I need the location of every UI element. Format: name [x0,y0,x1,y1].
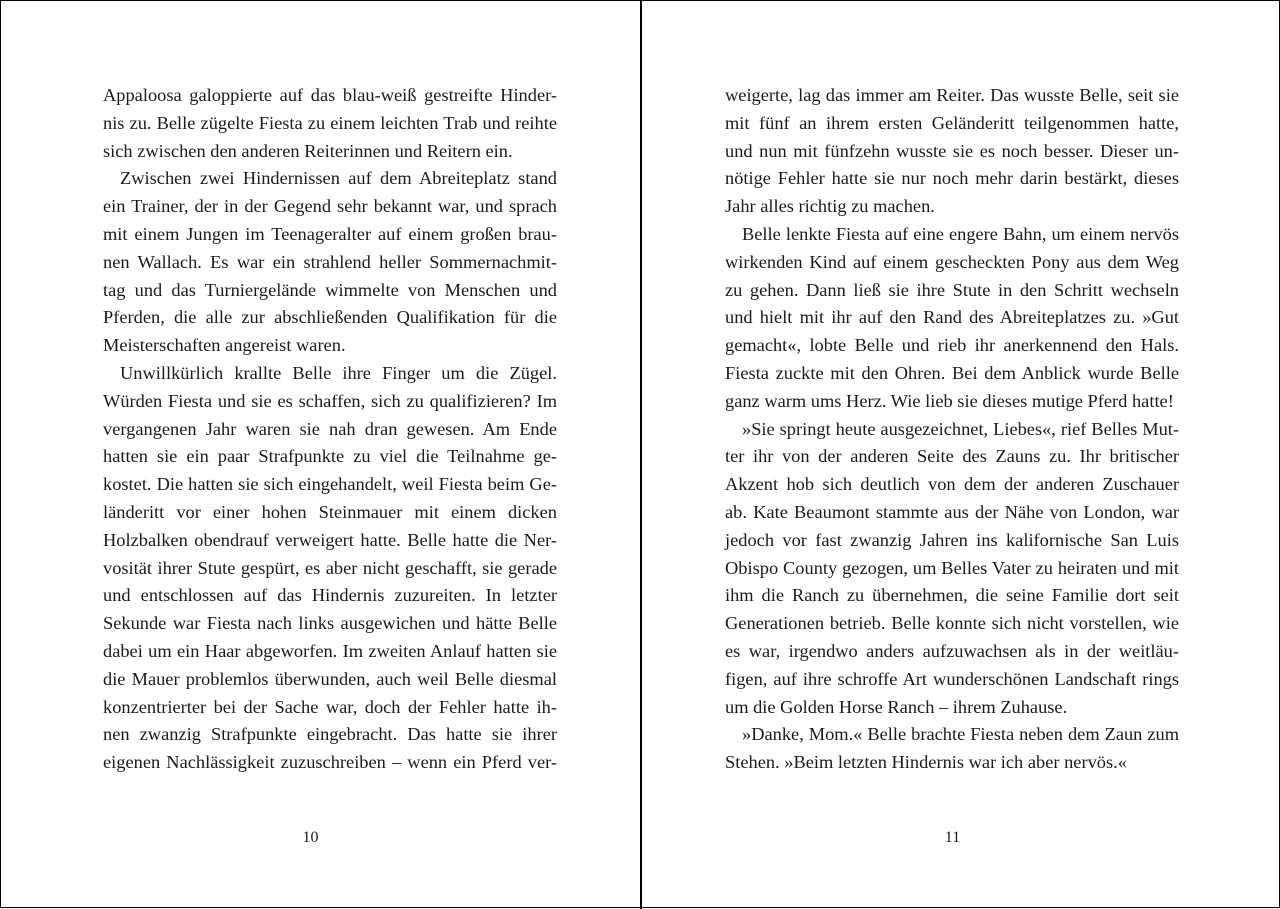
text-line: ab. Kate Beaumont stammte aus der Nähe von London, war [725,501,1179,522]
right-page-text [725,82,1179,777]
text-line: vosität ihrer Stute gespürt, es aber nicht geschafft, sie gerade [103,557,557,578]
text-line: ihm die Ranch zu übernehmen, die seine Familie dort seit [725,585,1179,606]
text-line: tag und das Turniergelände wimmelte von Menschen und [103,279,557,300]
text-line: um die Golden Horse Ranch – ihrem Zuhause. [725,696,1068,717]
text-line: und nun mit fünfzehn wusste sie es noch besser. Dieser un- [725,140,1179,161]
text-line: länderitt vor einer hohen Steinmauer mit einem dicken [103,501,557,522]
text-line: jedoch vor fast zwanzig Jahren ins kalifornische San Luis [725,529,1179,550]
text-line: nen zwanzig Strafpunkte eingebracht. Das hatte sie ihrer [103,724,557,745]
text-line: Appaloosa galoppierte auf das blau-weiß gestreifte Hinder- [103,85,557,105]
text-line: die Mauer problemlos überwunden, auch weil Belle diesmal [103,668,557,689]
text-line: Generationen betrieb. Belle konnte sich nicht vorstellen, wie [725,613,1179,634]
text-line: nötige Fehler hatte sie nur noch mehr darin bestärkt, dieses [725,168,1179,189]
text-line: Obispo County gezogen, um Belles Vater zu heiraten und mit [725,557,1179,578]
text-line: wirkenden Kind auf einem gescheckten Pony aus dem Weg [725,251,1179,272]
text-line: Stehen. »Beim letzten Hindernis war ich aber nervös.« [725,752,1127,773]
text-line: hatten sie ein paar Strafpunkte zu viel die Teilnahme ge- [103,446,557,467]
paragraph [725,221,1179,416]
text-line: ein Trainer, der in der Gegend sehr bekannt war, und sprach [103,196,557,217]
text-line: »Sie springt heute ausgezeichnet, Liebes«, rief Belles Mut- [742,418,1179,439]
text-line: vergangenen Jahr waren sie nah dran gewesen. Am Ende [103,418,557,439]
text-line: konzentrierter bei der Sache war, doch der Fehler hatte ih- [103,696,557,717]
text-line: sich zwischen den anderen Reiterinnen und Reitern ein. [103,140,513,161]
text-line: nis zu. Belle zügelte Fiesta zu einem leichten Trab und reihte [103,112,557,133]
text-line: Holzbalken obendrauf verweigert hatte. Belle hatte die Ner- [103,529,557,550]
paragraph [103,360,557,777]
text-line: gemacht«, lobte Belle und rieb ihr anerkennend den Hals. [725,335,1179,356]
text-line: figen, auf ihre schroffe Art wunderschönen Landschaft rings [725,668,1179,689]
text-line: ganz warm ums Herz. Wie lieb sie dieses mutige Pferd hatte! [725,390,1174,411]
text-line: Jahr alles richtig zu machen. [725,196,935,217]
text-line: zu gehen. Dann ließ sie ihre Stute in den Schritt wechseln [725,279,1179,300]
text-line: Unwillkürlich krallte Belle ihre Finger um die Zügel. [120,362,557,383]
text-line: und entschlossen auf das Hindernis zuzureiten. In letzter [103,585,557,606]
text-line: kostet. Die hatten sie sich eingehandelt, weil Fiesta beim Ge- [103,474,557,495]
paragraph [103,165,557,360]
text-line: eigenen Nachlässigkeit zuzuschreiben – wenn ein Pferd ver- [103,752,557,773]
left-page-number: 10 [302,829,319,846]
left-page-text [103,82,557,777]
text-line: mit fünf an ihrem ersten Geländeritt teilgenommen hatte, [725,112,1179,133]
paragraph [725,82,1179,221]
right-page-number: 11 [944,829,961,846]
paragraph [103,82,557,165]
text-line: mit einem Jungen im Teenageralter auf einem großen brau- [103,223,557,244]
left-page [1,1,640,909]
text-line: Belle lenkte Fiesta auf eine engere Bahn, um einem nervös [742,223,1179,244]
paragraph [725,721,1179,777]
text-line: dabei um ein Haar abgeworfen. Im zweiten Anlauf hatten sie [103,640,557,661]
text-line: Fiesta zuckte mit den Ohren. Bei dem Anblick wurde Belle [725,362,1179,383]
text-line: Akzent hob sich deutlich von dem der anderen Zuschauer [725,474,1179,495]
text-line: ter ihr von der anderen Seite des Zauns zu. Ihr britischer [725,446,1179,467]
text-line: es war, irgendwo anders aufzuwachsen als in der weitläu- [725,640,1179,661]
text-line: »Danke, Mom.« Belle brachte Fiesta neben dem Zaun zum [742,724,1179,745]
text-line: weigerte, lag das immer am Reiter. Das wusste Belle, seit sie [725,85,1179,105]
text-line: und hielt mit ihr auf den Rand des Abreiteplatzes zu. »Gut [725,307,1179,328]
text-line: Würden Fiesta und sie es schaffen, sich zu qualifizieren? Im [103,390,557,411]
right-page [642,1,1280,909]
text-line: nen Wallach. Es war ein strahlend heller Sommernachmit- [103,251,557,272]
text-line: Sekunde war Fiesta nach links ausgewichen und hätte Belle [103,613,557,634]
text-line: Pferden, die alle zur abschließenden Qualifikation für die [103,307,557,328]
paragraph [725,416,1179,722]
text-line: Zwischen zwei Hindernissen auf dem Abreiteplatz stand [120,168,557,189]
text-line: Meisterschaften angereist waren. [103,335,346,356]
